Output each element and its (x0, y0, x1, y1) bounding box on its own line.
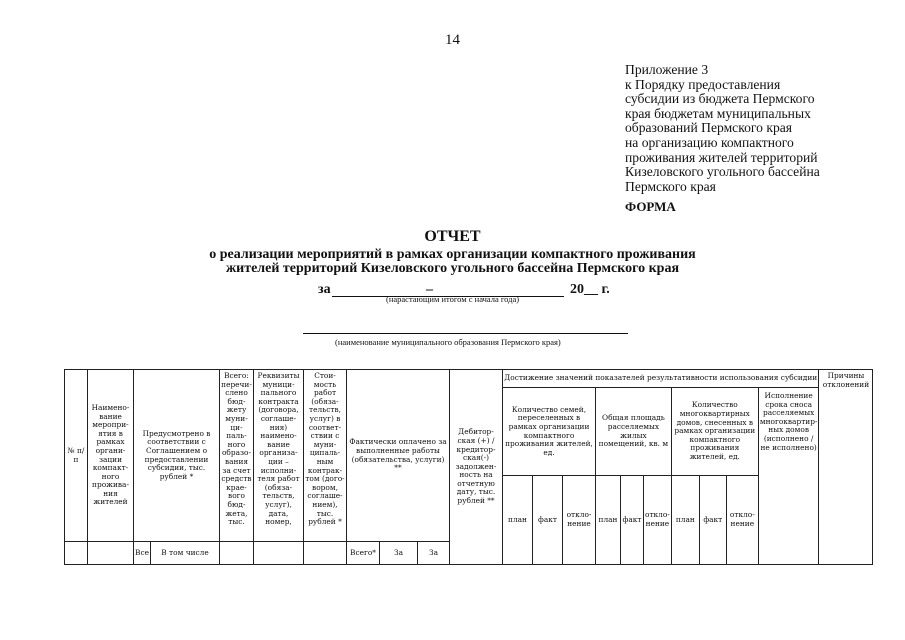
appendix-line: проживания жителей территорий (625, 149, 818, 165)
header-name-cont (88, 542, 134, 565)
subtitle-line: о реализации мероприятий в рамках организации компактного проживания (209, 247, 696, 262)
period-prefix: за (318, 282, 331, 297)
header-houses-fact: факт (699, 476, 726, 565)
header-total-budget: Всего: перечи-слено бюд-жету муни-ци-паль-ного образо-вания за счет средств крае-вого бюд-жета, тыс. (220, 370, 254, 542)
header-families-fact: факт (533, 476, 563, 565)
header-paid: Фактически оплачено за выполненные работы (обязательства, услуги) ** (347, 370, 450, 542)
municipality-fill-line (303, 333, 628, 334)
appendix-line: Пермского края (625, 178, 716, 194)
page-number: 14 (445, 32, 460, 48)
header-planned-all: Все (134, 542, 151, 565)
report-title: ОТЧЕТ (424, 228, 481, 245)
header-contract-cont (254, 542, 304, 565)
header-debt: Дебитор-ская (+) / кредитор-ская(-) задолжен-ность на отчетную дату, тыс. рублей ** (450, 370, 503, 565)
header-area-deviation: откло-нение (644, 476, 672, 565)
header-area-plan: план (596, 476, 621, 565)
header-num-cont (65, 542, 88, 565)
header-houses-plan: план (671, 476, 699, 565)
appendix-line: Кизеловского угольного бассейна (625, 164, 820, 180)
appendix-line: субсидии из бюджета Пермского (625, 91, 815, 107)
appendix-header (625, 63, 900, 194)
header-paid-for-1: За (380, 542, 418, 565)
header-reasons: Причины отклонений (819, 370, 873, 565)
appendix-line: образований Пермского края (625, 120, 793, 136)
header-area: Общая площадь расселяемых жилых помещений, кв. м (596, 388, 672, 476)
header-contract: Реквизиты муници-пального контракта (договора, соглаше-ния) наимено-вание организа-ции – исполни-теля работ (обяза-тельств, услуг), дата, номер, (254, 370, 304, 542)
header-houses-deviation: откло-нение (726, 476, 758, 565)
header-families-plan: план (503, 476, 533, 565)
appendix-line: на организацию компактного (625, 134, 794, 150)
header-planned-incl: В том числе (151, 542, 220, 565)
header-planned: Предусмотрено в соответствии с Соглашением о предоставлении субсидии, тыс. рублей * (134, 370, 220, 542)
header-paid-total: Всего* (347, 542, 380, 565)
header-cost: Стои-мость работ (обяза-тельств, услуг) в соответ-ствии с муни-ципаль-ным контрак-том (дого-вором, соглаше-нием), тыс. рублей * (304, 370, 347, 542)
period-dash: – (426, 282, 433, 297)
header-name: Наимено-вание меропри-ятия в рамках органи-зации компакт-ного прожива-ния жителей (88, 370, 134, 542)
report-table (64, 369, 873, 565)
subtitle-line: жителей территорий Кизеловского угольного бассейна Пермского края (225, 261, 680, 276)
header-area-fact: факт (621, 476, 644, 565)
municipality-note: (наименование муниципального образования Пермского края) (335, 337, 561, 347)
header-cost-cont (304, 542, 347, 565)
header-families-deviation: откло-нение (563, 476, 596, 565)
header-families: Количество семей, переселенных в рамках организации компактного проживания жителей, ед. (503, 388, 596, 476)
cumulative-note: (нарастающим итогом с начала года) (386, 294, 520, 304)
header-achievement: Достижение значений показателей результативности использования субсидии (503, 370, 819, 388)
appendix-line: Приложение 3 (625, 62, 709, 77)
appendix-line: к Порядку предоставления (625, 76, 781, 92)
header-num: № п/п (65, 370, 88, 542)
header-demolition: Исполнение срока сноса расселяемых многоквартир-ных домов (исполнено / не исполнено) (758, 388, 819, 565)
form-label: ФОРМА (625, 199, 676, 214)
header-paid-for-2: За (418, 542, 450, 565)
report-subtitle (0, 248, 905, 276)
appendix-line: края бюджетам муниципальных (625, 105, 811, 121)
header-total-budget-cont (220, 542, 254, 565)
header-houses: Количество многоквартирных домов, снесенных в рамках организации компактного проживания жителей, ед. (671, 388, 758, 476)
period-year: 20__ г. (570, 282, 610, 297)
